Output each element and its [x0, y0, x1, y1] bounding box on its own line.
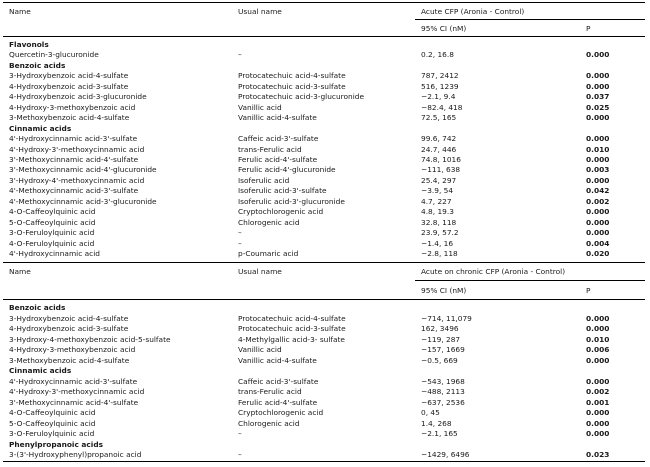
p-value: 0.010	[586, 334, 610, 344]
ci-value: −3.9, 54	[421, 186, 454, 196]
usual-name: Caffeic acid-3'-sulfate	[238, 134, 319, 144]
table-row	[0, 376, 650, 387]
usual-name: Cryptochlorogenic acid	[238, 207, 324, 217]
compound-name: 4'-Methoxycinnamic acid-3'-glucuronide	[9, 196, 157, 206]
compound-name: 4'-Hydroxycinnamic acid	[9, 249, 100, 258]
table-row	[0, 386, 650, 397]
ci-value: 74.8, 1016	[421, 154, 461, 164]
p-value: 0.006	[586, 345, 610, 354]
p-value: 0.025	[586, 102, 610, 112]
usual-name: –	[238, 50, 242, 60]
p-value: 0.003	[586, 165, 610, 175]
table-row	[0, 334, 650, 345]
ci-value: −2.1, 165	[421, 429, 458, 438]
compound-name: 3'-Methoxycinnamic acid-4'-sulfate	[9, 154, 139, 164]
table-row	[0, 91, 650, 102]
table2-col-name-header: Name	[9, 267, 31, 276]
usual-name: Vanillic acid	[238, 102, 282, 112]
usual-name: Cryptochlorogenic acid	[238, 408, 324, 417]
ci-value: 24.7, 446	[421, 144, 457, 154]
p-value: 0.002	[586, 196, 610, 206]
usual-name: Isoferulic acid-3'-sulfate	[238, 186, 327, 196]
table1-header-rule	[3, 36, 645, 37]
p-value: 0.000	[586, 418, 610, 428]
compound-name: 4'-Hydroxycinnamic acid-3'-sulfate	[9, 376, 138, 386]
compound-name: 3-Methoxybenzoic acid-4-sulfate	[9, 355, 130, 365]
ci-value: −2.1, 9.4	[421, 92, 456, 102]
p-value: 0.023	[586, 450, 610, 459]
ci-value: −2.8, 118	[421, 249, 458, 258]
usual-name: –	[238, 238, 242, 248]
p-value: 0.000	[586, 313, 610, 323]
table-row	[0, 112, 650, 123]
usual-name: Ferulic acid-4'-sulfate	[238, 154, 318, 164]
ci-value: −714, 11,079	[421, 313, 472, 323]
compound-name: 4'-Methoxycinnamic acid-3'-sulfate	[9, 186, 139, 196]
p-value: 0.000	[586, 71, 610, 81]
table2-group-header: Acute on chronic CFP (Aronia - Control)	[421, 267, 566, 276]
ci-value: 32.8, 118	[421, 217, 457, 227]
table-row	[0, 397, 650, 408]
table-row	[0, 185, 650, 196]
section-heading-row	[0, 439, 650, 450]
section-heading: Flavonols	[9, 40, 49, 49]
compound-name: 4'-Hydroxycinnamic acid-3'-sulfate	[9, 134, 138, 144]
table-row	[0, 449, 650, 460]
ci-value: −488, 2113	[421, 387, 465, 396]
usual-name: Ferulic acid-4'-glucuronide	[238, 165, 336, 175]
compound-name: 4-Hydroxy-3-methoxybenzoic acid	[9, 345, 136, 354]
usual-name: Protocatechuic acid-4-sulfate	[238, 71, 346, 81]
compound-name: 3'-Methoxycinnamic acid-4'-glucuronide	[9, 165, 157, 175]
ci-value: 162, 3496	[421, 324, 459, 333]
p-value: 0.000	[586, 154, 610, 164]
p-value: 0.000	[586, 50, 610, 60]
usual-name: Protocatechuic acid-3-sulfate	[238, 81, 346, 91]
bottom-rule	[3, 461, 645, 462]
usual-name: Protocatechuic acid-3-glucuronide	[238, 92, 365, 102]
p-value: 0.000	[586, 324, 610, 333]
p-value: 0.010	[586, 144, 610, 154]
compound-name: 4-Hydroxybenzoic acid-3-sulfate	[9, 324, 129, 333]
ci-value: −637, 2536	[421, 397, 465, 407]
p-value: 0.000	[586, 217, 610, 227]
table-row	[0, 133, 650, 144]
p-value: 0.004	[586, 238, 610, 248]
ci-value: −111, 638	[421, 165, 461, 175]
p-value: 0.000	[586, 429, 610, 438]
table-row	[0, 164, 650, 175]
table2-header-row	[0, 266, 650, 277]
usual-name: Protocatechuic acid-4-sulfate	[238, 313, 346, 323]
section-heading-row	[0, 39, 650, 50]
table-row	[0, 70, 650, 81]
compound-name: 3-Hydroxybenzoic acid-4-sulfate	[9, 71, 129, 81]
compound-name: 3-Hydroxybenzoic acid-4-sulfate	[9, 313, 129, 323]
p-value: 0.001	[586, 397, 610, 407]
p-value: 0.000	[586, 113, 610, 123]
p-value: 0.000	[586, 134, 610, 144]
ci-value: −543, 1968	[421, 376, 465, 386]
table2-top-rule	[3, 262, 645, 263]
table-row	[0, 313, 650, 324]
compound-name: 4-O-Feruloylquinic acid	[9, 238, 95, 248]
p-value: 0.037	[586, 92, 610, 102]
compound-name: 4'-Hydroxy-3'-methoxycinnamic acid	[9, 144, 145, 154]
usual-name: Ferulic acid-4'-sulfate	[238, 397, 318, 407]
table1-col-name-header: Name	[9, 7, 31, 16]
table-row	[0, 206, 650, 217]
usual-name: Caffeic acid-3'-sulfate	[238, 376, 319, 386]
p-value: 0.000	[586, 207, 610, 217]
usual-name: Isoferulic acid-3'-glucuronide	[238, 196, 345, 206]
section-heading-row	[0, 302, 650, 313]
table-row	[0, 238, 650, 249]
table-row	[0, 217, 650, 228]
compound-name: 3-O-Feruloylquinic acid	[9, 429, 95, 438]
table2-col-p-header: P	[586, 286, 591, 295]
table-row	[0, 175, 650, 186]
table2-header-rule	[3, 299, 645, 300]
table1-group-header: Acute CFP (Aronia - Control)	[421, 7, 525, 16]
compound-name: 3'-Methoxycinnamic acid-4'-sulfate	[9, 397, 139, 407]
ci-value: 99.6, 742	[421, 134, 457, 144]
table-row	[0, 355, 650, 366]
section-heading-row	[0, 365, 650, 376]
usual-name: trans-Ferulic acid	[238, 144, 302, 154]
table2-subheader-row	[0, 285, 650, 296]
ci-value: 516, 1239	[421, 81, 459, 91]
compound-name: 5-O-Caffeoylquinic acid	[9, 418, 96, 428]
compound-name: 4-Hydroxybenzoic acid-3-glucuronide	[9, 92, 147, 102]
section-heading-row	[0, 60, 650, 71]
compound-name: 4-Hydroxy-3-methoxybenzoic acid	[9, 102, 136, 112]
ci-value: 4.7, 227	[421, 196, 452, 206]
table-row	[0, 49, 650, 60]
ci-value: 787, 2412	[421, 71, 459, 81]
top-rule	[3, 2, 645, 3]
ci-value: −119, 287	[421, 334, 461, 344]
usual-name: Vanillic acid	[238, 345, 282, 354]
usual-name: –	[238, 228, 242, 238]
usual-name: Vanillic acid-4-sulfate	[238, 355, 317, 365]
section-heading-row	[0, 123, 650, 134]
table-row	[0, 154, 650, 165]
table-row	[0, 418, 650, 429]
usual-name: –	[238, 450, 242, 459]
compound-name: 4-O-Caffeoylquinic acid	[9, 207, 96, 217]
p-value: 0.000	[586, 81, 610, 91]
ci-value: −1.4, 16	[421, 238, 454, 248]
ci-value: 0, 45	[421, 408, 440, 417]
table-row	[0, 323, 650, 334]
table-row	[0, 196, 650, 207]
usual-name: trans-Ferulic acid	[238, 387, 302, 396]
section-heading: Cinnamic acids	[9, 123, 72, 133]
section-heading: Cinnamic acids	[9, 366, 72, 375]
p-value: 0.042	[586, 186, 610, 196]
ci-value: 25.4, 297	[421, 175, 457, 185]
table-row	[0, 227, 650, 238]
p-value: 0.000	[586, 175, 610, 185]
p-value: 0.000	[586, 408, 610, 417]
ci-value: 0.2, 16.8	[421, 50, 454, 60]
table-row	[0, 102, 650, 113]
table-row	[0, 248, 650, 259]
compound-name: 4-Hydroxybenzoic acid-3-sulfate	[9, 81, 129, 91]
usual-name: 4-Methylgallic acid-3- sulfate	[238, 334, 345, 344]
ci-value: −1429, 6496	[421, 450, 470, 459]
p-value: 0.000	[586, 355, 610, 365]
ci-value: −82.4, 418	[421, 102, 463, 112]
table-row	[0, 144, 650, 155]
compound-name: 5-O-Caffeoylquinic acid	[9, 217, 96, 227]
p-value: 0.002	[586, 387, 610, 396]
ci-value: −157, 1669	[421, 345, 465, 354]
usual-name: Vanillic acid-4-sulfate	[238, 113, 317, 123]
table2-col-usual-header: Usual name	[238, 267, 282, 276]
table1-header-row	[0, 6, 650, 17]
table2-group-rule	[415, 280, 645, 281]
table-row	[0, 81, 650, 92]
table1-subheader-row	[0, 23, 650, 34]
p-value: 0.020	[586, 249, 610, 258]
section-heading: Benzoic acids	[9, 303, 66, 312]
usual-name: Chlorogenic acid	[238, 418, 300, 428]
usual-name: Isoferulic acid	[238, 175, 290, 185]
table-row	[0, 428, 650, 439]
section-heading: Phenylpropanoic acids	[9, 439, 104, 449]
table1-col-usual-header: Usual name	[238, 7, 282, 16]
usual-name: p-Coumaric acid	[238, 249, 299, 258]
p-value: 0.000	[586, 376, 610, 386]
compound-name: 4-O-Caffeoylquinic acid	[9, 408, 96, 417]
ci-value: 23.9, 57.2	[421, 228, 459, 238]
ci-value: −0.5, 669	[421, 355, 458, 365]
compound-name: 3-O-Feruloylquinic acid	[9, 228, 95, 238]
usual-name: Chlorogenic acid	[238, 217, 300, 227]
compound-name: 3'-Hydroxy-4'-methoxycinnamic acid	[9, 175, 145, 185]
usual-name: Protocatechuic acid-3-sulfate	[238, 324, 346, 333]
table-row	[0, 344, 650, 355]
compound-name: 3-Methoxybenzoic acid-4-sulfate	[9, 113, 130, 123]
compound-name: Quercetin-3-glucuronide	[9, 50, 99, 60]
section-heading: Benzoic acids	[9, 60, 66, 70]
ci-value: 4.8, 19.3	[421, 207, 454, 217]
ci-value: 72.5, 165	[421, 113, 457, 123]
compound-name: 3-(3'-Hydroxyphenyl)propanoic acid	[9, 450, 142, 459]
table2-col-ci-header: 95% CI (nM)	[421, 286, 467, 295]
ci-value: 1.4, 268	[421, 418, 452, 428]
p-value: 0.000	[586, 228, 610, 238]
usual-name: –	[238, 429, 242, 438]
table1-col-p-header: P	[586, 24, 591, 33]
table1-col-ci-header: 95% CI (nM)	[421, 24, 467, 33]
compound-name: 3-Hydroxy-4-methoxybenzoic acid-5-sulfate	[9, 334, 171, 344]
compound-name: 4'-Hydroxy-3'-methoxycinnamic acid	[9, 387, 145, 396]
table1-group-rule	[415, 19, 645, 20]
table-row	[0, 407, 650, 418]
